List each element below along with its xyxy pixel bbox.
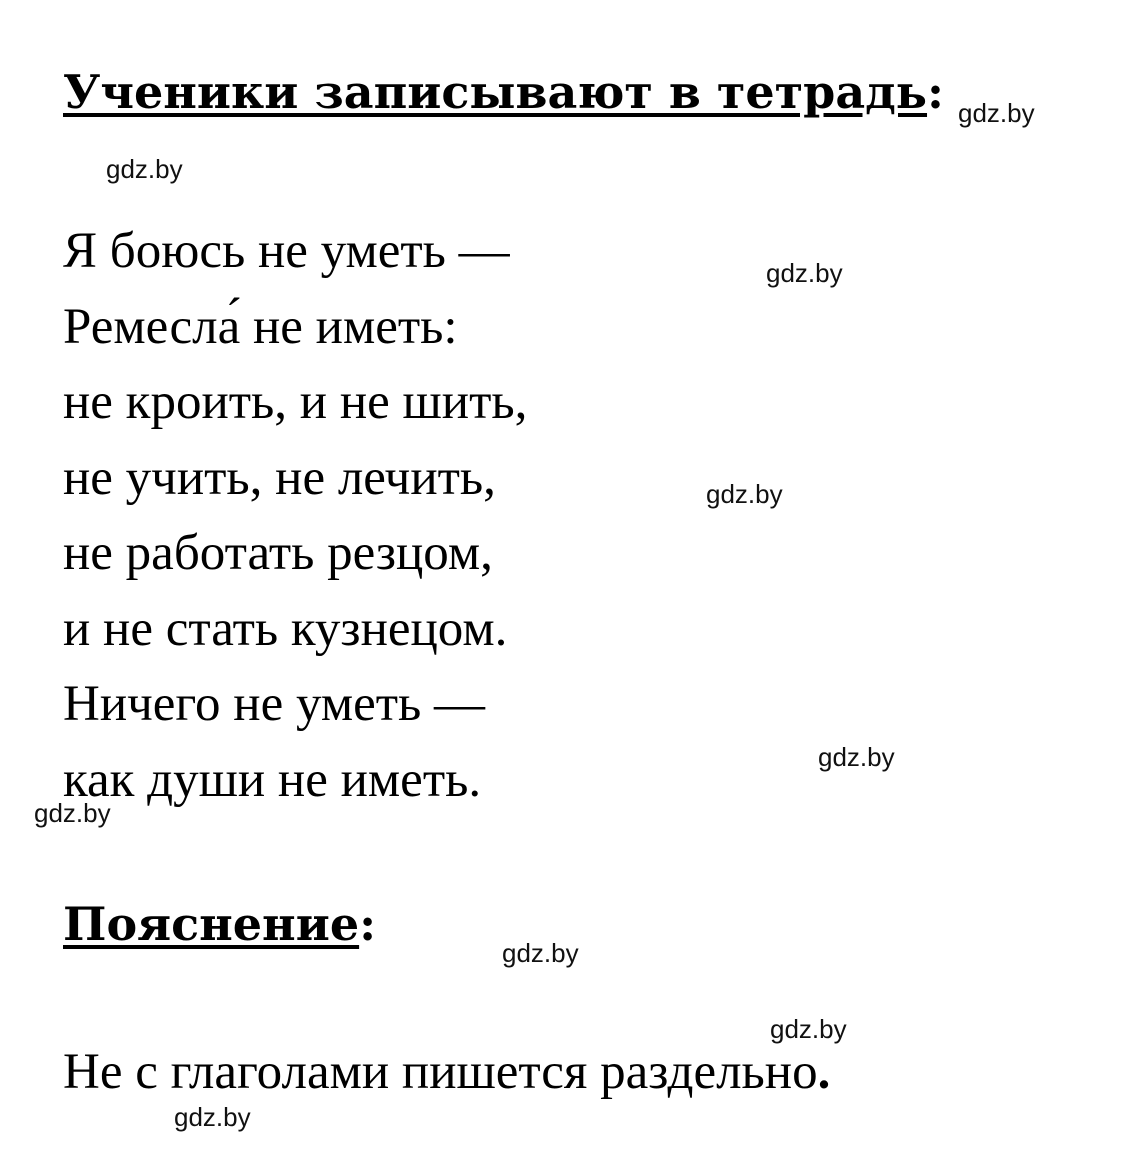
poem-line: не учить, не лечить, xyxy=(63,449,496,506)
watermark: gdz.by xyxy=(174,1102,251,1132)
watermark: gdz.by xyxy=(818,742,895,772)
heading-notebook-text: Ученики записывают в тетрадь xyxy=(63,65,928,119)
poem-line: не кроить, и не шить, xyxy=(63,374,528,430)
heading-notebook-colon: : xyxy=(927,65,945,119)
rule-period: . xyxy=(817,1044,831,1100)
poem xyxy=(63,214,527,818)
poem-line: Я боюсь не уметь — xyxy=(63,223,510,279)
poem-line: Ремесла́ не иметь: xyxy=(63,298,458,355)
watermark: gdz.by xyxy=(958,98,1035,128)
watermark: gdz.by xyxy=(766,258,843,288)
poem-line: как души не иметь. xyxy=(63,751,482,808)
rule-text xyxy=(63,1042,830,1102)
rule-sentence: Не с глаголами пишется раздельно xyxy=(63,1044,818,1100)
poem-line: Ничего не уметь — xyxy=(63,676,486,732)
poem-line: и не стать кузнецом. xyxy=(63,600,508,657)
watermark: gdz.by xyxy=(502,938,579,968)
heading-explanation-text: Пояснение xyxy=(63,897,360,951)
watermark: gdz.by xyxy=(34,798,111,828)
watermark: gdz.by xyxy=(770,1014,847,1044)
heading-explanation xyxy=(63,896,376,952)
heading-explanation-colon: : xyxy=(359,897,377,951)
heading-notebook xyxy=(63,64,944,120)
poem-line: не работать резцом, xyxy=(63,525,493,581)
watermark: gdz.by xyxy=(106,154,183,184)
watermark: gdz.by xyxy=(706,479,783,509)
